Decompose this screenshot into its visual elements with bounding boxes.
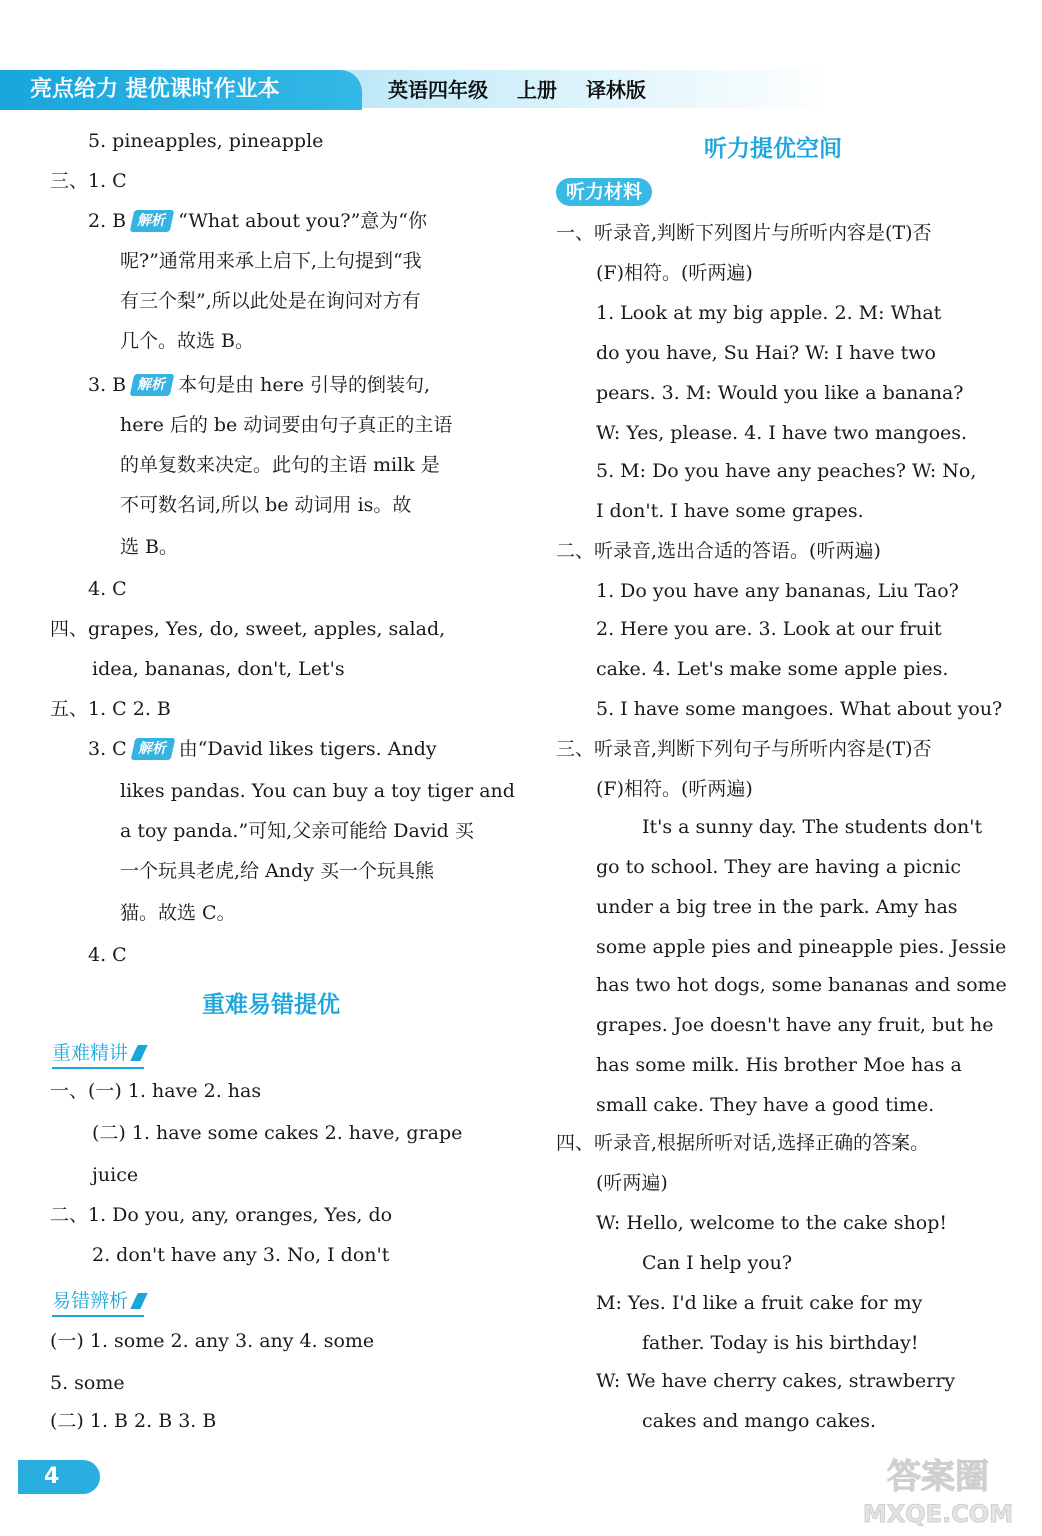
- analysis-tag: 解析: [130, 738, 175, 760]
- question-heading: 四、听录音,根据所听对话,选择正确的答案。: [556, 1132, 930, 1154]
- analysis-line: 一个玩具老虎,给 Andy 买一个玩具熊: [120, 860, 434, 882]
- analysis-text: 本句是由 here 引导的倒装句,: [178, 374, 431, 396]
- analysis-line: 猫。故选 C。: [120, 902, 236, 924]
- text-line: pears. 3. M: Would you like a banana?: [596, 382, 964, 404]
- analysis-line: likes pandas. You can buy a toy tiger and: [120, 780, 515, 802]
- passage-line: It's a sunny day. The students don't: [642, 816, 983, 838]
- answer-line: (二) 1. have some cakes 2. have, grape: [92, 1122, 463, 1144]
- text-line: 1. Look at my big apple. 2. M: What: [596, 302, 942, 324]
- answer-number: 3. B: [88, 374, 127, 396]
- subsection-title: 重难精讲: [52, 1038, 144, 1069]
- dialogue-line: father. Today is his birthday!: [642, 1332, 919, 1354]
- text-line: cake. 4. Let's make some apple pies.: [596, 658, 949, 680]
- answer-line: 一、(一) 1. have 2. has: [50, 1080, 262, 1102]
- edition: 译林版: [585, 78, 646, 102]
- watermark-top: 答案圈: [887, 1457, 989, 1497]
- series-title: 亮点给力 提优课时作业本: [0, 70, 362, 110]
- answer-line: 三、1. C: [50, 170, 127, 192]
- text-line: W: Yes, please. 4. I have two mangoes.: [596, 422, 968, 444]
- analysis-tag: 解析: [130, 374, 175, 396]
- answer-line: 二、1. Do you, any, oranges, Yes, do: [50, 1204, 393, 1226]
- question-heading: 一、听录音,判断下列图片与所听内容是(T)否: [556, 222, 932, 244]
- answer-line: idea, bananas, don't, Let's: [92, 658, 345, 680]
- analysis-line: here 后的 be 动词要由句子真正的主语: [120, 414, 453, 436]
- slash-icon: [130, 1045, 147, 1061]
- section-title: 听力提优空间: [704, 136, 842, 162]
- analysis-text: 由“David likes tigers. Andy: [178, 738, 437, 760]
- answer-line: [88, 372, 430, 398]
- subsection-title: 易错辨析: [52, 1286, 144, 1317]
- passage-line: go to school. They are having a picnic: [596, 856, 962, 878]
- page-number: 4: [18, 1460, 100, 1494]
- answer-line: 四、grapes, Yes, do, sweet, apples, salad,: [50, 618, 446, 640]
- section-title: 重难易错提优: [202, 992, 340, 1018]
- watermark-bottom: MXQE.COM: [862, 1500, 1014, 1528]
- passage-line: grapes. Joe doesn't have any fruit, but he: [596, 1014, 994, 1036]
- text-line: 2. Here you are. 3. Look at our fruit: [596, 618, 942, 640]
- listening-material-badge: 听力材料: [556, 178, 652, 206]
- question-heading: 三、听录音,判断下列句子与所听内容是(T)否: [556, 738, 932, 760]
- dialogue-line: M: Yes. I'd like a fruit cake for my: [596, 1292, 923, 1314]
- passage-line: has two hot dogs, some bananas and some: [596, 974, 1007, 996]
- subject: 英语四年级: [388, 78, 488, 102]
- text-line: (F)相符。(听两遍): [596, 778, 753, 800]
- question-heading: 二、听录音,选出合适的答语。(听两遍): [556, 540, 881, 562]
- text-line: do you have, Su Hai? W: I have two: [596, 342, 936, 364]
- passage-line: has some milk. His brother Moe has a: [596, 1054, 962, 1076]
- answer-line: [88, 736, 437, 762]
- slash-icon: [130, 1293, 147, 1309]
- dialogue-line: cakes and mango cakes.: [642, 1410, 877, 1432]
- dialogue-line: Can I help you?: [642, 1252, 793, 1274]
- volume: 上册: [516, 78, 557, 102]
- answer-line: juice: [92, 1164, 139, 1186]
- text-line: 5. M: Do you have any peaches? W: No,: [596, 460, 977, 482]
- analysis-line: 的单复数来决定。此句的主语 milk 是: [120, 454, 440, 476]
- analysis-tag: 解析: [130, 210, 175, 232]
- dialogue-line: W: Hello, welcome to the cake shop!: [596, 1212, 948, 1234]
- answer-line: (一) 1. some 2. any 3. any 4. some: [50, 1330, 375, 1352]
- analysis-line: 不可数名词,所以 be 动词用 is。故: [120, 494, 412, 516]
- passage-line: some apple pies and pineapple pies. Jessie: [596, 936, 1007, 958]
- answer-line: 五、1. C 2. B: [50, 698, 171, 720]
- analysis-line: 选 B。: [120, 536, 179, 558]
- answer-line: [88, 208, 427, 234]
- analysis-text: “What about you?”意为“你: [178, 210, 428, 232]
- text-line: I don't. I have some grapes.: [596, 500, 864, 522]
- answer-line: 2. don't have any 3. No, I don't: [92, 1244, 390, 1266]
- passage-line: under a big tree in the park. Amy has: [596, 896, 958, 918]
- text-line: (听两遍): [596, 1172, 668, 1194]
- analysis-line: a toy panda.”可知,父亲可能给 David 买: [120, 820, 474, 842]
- answer-number: 3. C: [88, 738, 127, 760]
- passage-line: small cake. They have a good time.: [596, 1094, 935, 1116]
- answer-line: 5. pineapples, pineapple: [88, 130, 324, 152]
- answer-number: 2. B: [88, 210, 127, 232]
- watermark-logo: [850, 1448, 1026, 1530]
- text-line: (F)相符。(听两遍): [596, 262, 753, 284]
- dialogue-line: W: We have cherry cakes, strawberry: [596, 1370, 956, 1392]
- answer-line: 4. C: [88, 578, 127, 600]
- analysis-line: 几个。故选 B。: [120, 330, 255, 352]
- book-info: [388, 74, 668, 103]
- text-line: 5. I have some mangoes. What about you?: [596, 698, 1003, 720]
- answer-line: 4. C: [88, 944, 127, 966]
- analysis-line: 呢?”通常用来承上启下,上句提到“我: [120, 250, 422, 272]
- answer-line: 5. some: [50, 1372, 125, 1394]
- text-line: 1. Do you have any bananas, Liu Tao?: [596, 580, 959, 602]
- answer-line: (二) 1. B 2. B 3. B: [50, 1410, 217, 1432]
- analysis-line: 有三个梨”,所以此处是在询问对方有: [120, 290, 421, 312]
